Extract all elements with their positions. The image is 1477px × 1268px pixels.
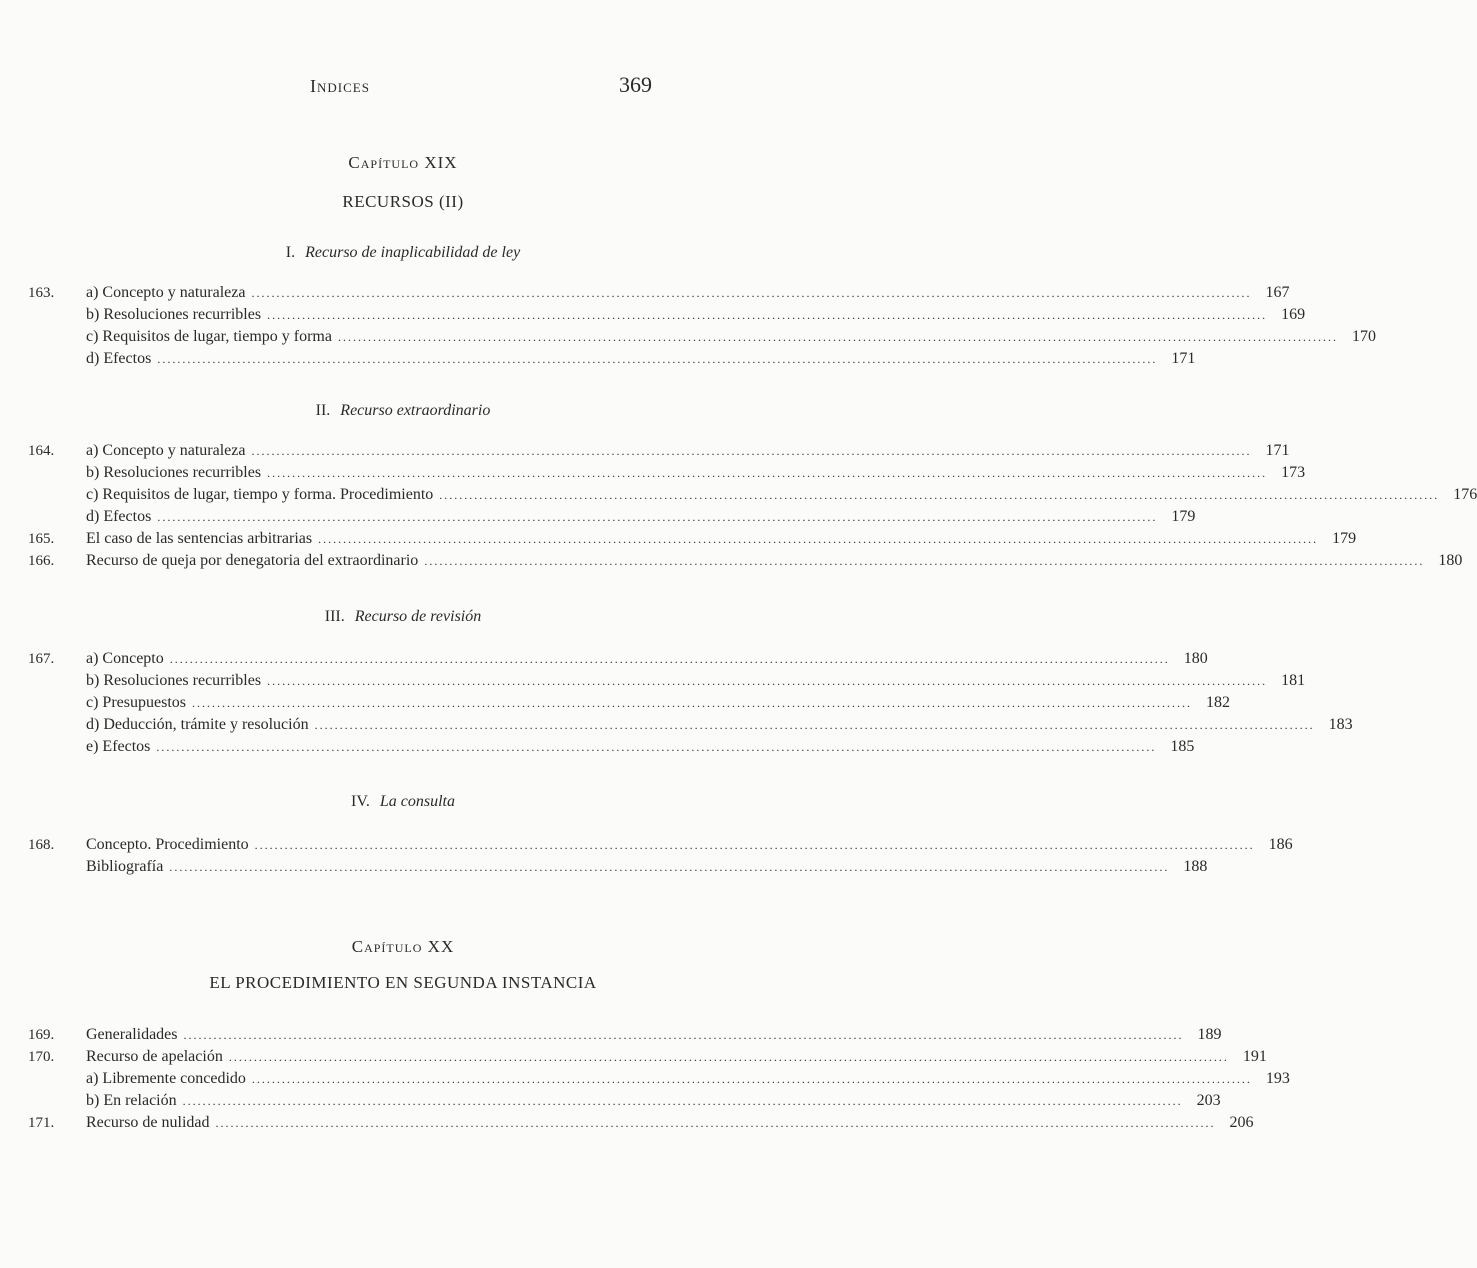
section-heading (0, 608, 806, 626)
dot-leader: ........................................................................................................................................................................................................ (314, 718, 1315, 732)
entry-text: a) Concepto y naturaleza (86, 284, 246, 301)
entry-page: 171 (1265, 442, 1290, 459)
dot-leader: ........................................................................................................................................................................................................ (182, 1094, 1183, 1108)
dot-leader: ........................................................................................................................................................................................................ (228, 1050, 1229, 1064)
entry-page: 183 (1328, 716, 1353, 733)
entry-number: 171. (28, 1115, 55, 1131)
toc-entry (28, 856, 1208, 878)
toc-entry (28, 1090, 1221, 1112)
entry-page: 182 (1205, 694, 1230, 711)
entry-page: 173 (1281, 464, 1306, 481)
entry-text: a) Concepto y naturaleza (86, 442, 246, 459)
dot-leader: ........................................................................................................................................................................................................ (183, 1028, 1184, 1042)
entry-text: e) Efectos (86, 738, 151, 755)
entry-text: El caso de las sentencias arbitrarias (86, 530, 313, 547)
section-heading (0, 244, 806, 262)
dot-leader: ........................................................................................................................................................................................................ (157, 352, 1158, 366)
entry-page: 180 (1438, 552, 1463, 569)
section-title: Recurso de revisión (354, 608, 482, 625)
chapter-label: Capítulo XIX (348, 153, 458, 172)
section-numeral: II. (315, 402, 331, 419)
entry-page: 170 (1351, 328, 1376, 345)
dot-leader: ........................................................................................................................................................................................................ (267, 308, 1268, 322)
toc-list (28, 648, 1353, 758)
section-numeral: I. (285, 244, 296, 261)
entry-page: 191 (1242, 1048, 1267, 1065)
section-title: La consulta (379, 793, 455, 810)
entry-text: b) Resoluciones recurribles (86, 672, 262, 689)
entry-page: 169 (1281, 306, 1306, 323)
toc-entry (28, 670, 1306, 692)
toc-entry (28, 648, 1208, 670)
toc-list (28, 440, 1477, 572)
entry-page: 185 (1170, 738, 1195, 755)
dot-leader: ........................................................................................................................................................................................................ (251, 286, 1252, 300)
dot-leader: ........................................................................................................................................................................................................ (439, 488, 1440, 502)
entry-number: 165. (28, 531, 55, 547)
dot-leader: ........................................................................................................................................................................................................ (267, 466, 1268, 480)
toc-entry (28, 440, 1290, 462)
toc-entry (28, 714, 1353, 736)
entry-number: 170. (28, 1049, 55, 1065)
entry-number: 167. (28, 651, 55, 667)
toc-list (28, 834, 1293, 878)
section-title: Recurso de inaplicabilidad de ley (305, 244, 521, 261)
dot-leader: ........................................................................................................................................................................................................ (215, 1116, 1216, 1130)
toc-entry (28, 1068, 1290, 1090)
entry-text: Bibliografía (86, 858, 164, 875)
toc-list (28, 1024, 1290, 1134)
chapter-title: RECURSOS (II) (342, 192, 464, 211)
toc-entry (28, 484, 1477, 506)
entry-text: c) Requisitos de lugar, tiempo y forma. Procedimiento (86, 486, 434, 503)
entry-text: c) Presupuestos (86, 694, 186, 711)
toc-entry (28, 348, 1196, 370)
toc-entry (28, 304, 1306, 326)
entry-number: 163. (28, 285, 55, 301)
page-number: 369 (619, 72, 652, 97)
toc-entry (28, 282, 1290, 304)
entry-page: 203 (1196, 1092, 1221, 1109)
toc-entry (28, 326, 1376, 348)
entry-number: 168. (28, 837, 55, 853)
entry-page: 179 (1171, 508, 1196, 525)
dot-leader: ........................................................................................................................................................................................................ (424, 554, 1425, 568)
toc-entry (28, 462, 1306, 484)
dot-leader: ........................................................................................................................................................................................................ (169, 652, 1170, 666)
entry-text: d) Efectos (86, 508, 152, 525)
entry-text: b) En relación (86, 1092, 177, 1109)
entry-text: Recurso de apelación (86, 1048, 223, 1065)
entry-text: b) Resoluciones recurribles (86, 464, 262, 481)
entry-page: 193 (1265, 1070, 1290, 1087)
toc-list (28, 282, 1376, 370)
entry-text: a) Libremente concedido (86, 1070, 246, 1087)
section-heading (0, 793, 806, 811)
toc-entry (28, 1112, 1254, 1134)
entry-page: 188 (1183, 858, 1208, 875)
entry-text: a) Concepto (86, 650, 164, 667)
entry-text: d) Deducción, trámite y resolución (86, 716, 309, 733)
section-title: Recurso extraordinario (340, 402, 491, 419)
toc-entry (28, 506, 1196, 528)
running-header-title: Indices (310, 76, 370, 96)
dot-leader: ........................................................................................................................................................................................................ (267, 674, 1268, 688)
dot-leader: ........................................................................................................................................................................................................ (251, 444, 1252, 458)
dot-leader: ........................................................................................................................................................................................................ (337, 330, 1338, 344)
entry-page: 167 (1265, 284, 1290, 301)
dot-leader: ........................................................................................................................................................................................................ (318, 532, 1319, 546)
entry-text: d) Efectos (86, 350, 152, 367)
section-heading (0, 402, 806, 420)
entry-page: 171 (1171, 350, 1196, 367)
toc-entry (28, 736, 1195, 758)
dot-leader: ........................................................................................................................................................................................................ (169, 860, 1170, 874)
chapter-label: Capítulo XX (351, 937, 455, 956)
dot-leader: ........................................................................................................................................................................................................ (251, 1072, 1252, 1086)
dot-leader: ........................................................................................................................................................................................................ (191, 696, 1192, 710)
dot-leader: ........................................................................................................................................................................................................ (156, 740, 1157, 754)
entry-text: c) Requisitos de lugar, tiempo y forma (86, 328, 332, 345)
entry-page: 180 (1183, 650, 1208, 667)
entry-page: 206 (1229, 1114, 1254, 1131)
toc-entry (28, 834, 1293, 856)
entry-page: 176 (1453, 486, 1477, 503)
toc-entry (28, 692, 1230, 714)
toc-entry (28, 528, 1357, 550)
chapter-title: EL PROCEDIMIENTO EN SEGUNDA INSTANCIA (209, 973, 597, 992)
entry-page: 189 (1197, 1026, 1222, 1043)
entry-text: b) Resoluciones recurribles (86, 306, 262, 323)
dot-leader: ........................................................................................................................................................................................................ (157, 510, 1158, 524)
entry-number: 164. (28, 443, 55, 459)
entry-page: 181 (1281, 672, 1306, 689)
entry-text: Concepto. Procedimiento (86, 836, 249, 853)
entry-text: Generalidades (86, 1026, 178, 1043)
section-numeral: III. (324, 608, 345, 625)
toc-entry (28, 1046, 1267, 1068)
entry-text: Recurso de nulidad (86, 1114, 210, 1131)
entry-page: 179 (1332, 530, 1357, 547)
dot-leader: ........................................................................................................................................................................................................ (254, 838, 1255, 852)
entry-number: 166. (28, 553, 55, 569)
entry-page: 186 (1268, 836, 1293, 853)
toc-entry (28, 550, 1463, 572)
entry-number: 169. (28, 1027, 55, 1043)
toc-entry (28, 1024, 1222, 1046)
entry-text: Recurso de queja por denegatoria del extraordinario (86, 552, 419, 569)
section-numeral: IV. (351, 793, 370, 810)
